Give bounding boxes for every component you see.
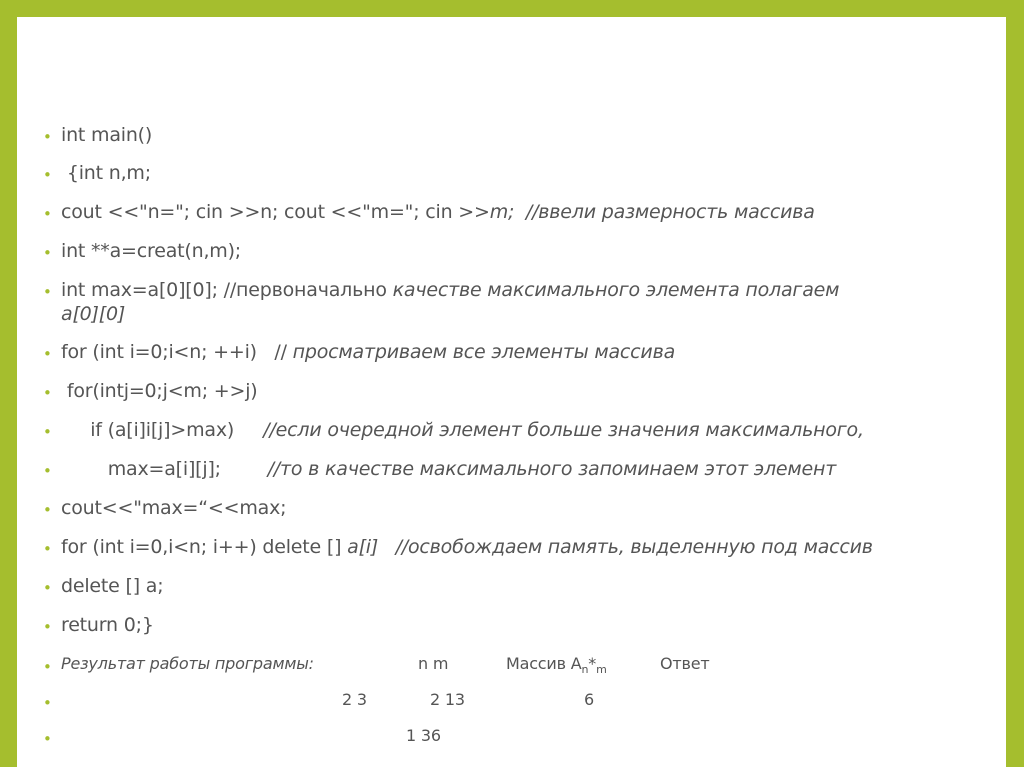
comment-text: просматриваем все элементы массива [292,341,676,363]
code-text: int **a=creat(n,m); [61,240,242,262]
code-line-6 [17,341,676,371]
code-line-10 [17,497,287,527]
bullet-icon: • [43,423,52,441]
bullet-icon: • [43,205,52,223]
result-header-row [17,654,1006,684]
code-text: for(intj=0;j<m; +>j) [61,380,258,402]
result-row-1 [17,690,1006,720]
row2-array: 1 36 [406,726,441,745]
code-text: int max=a[0][0]; //первоначально [61,279,393,301]
result-label: Результат работы программы: [61,654,314,673]
array-star: * [588,654,597,673]
bullet-icon: • [43,540,52,558]
code-text: if (a[i]i[j]>max) [61,419,264,441]
code-text: max=a[i][j]; [61,458,268,480]
code-line-7 [17,380,258,410]
result-row-2 [17,726,1006,756]
code-text: return 0;} [61,614,154,636]
bullet-icon: • [43,618,52,636]
array-sub-m: m [596,663,607,676]
code-line-2 [17,162,151,192]
result-col-array [506,654,607,676]
code-text: cout <<"n="; cin >>n; cout <<"m="; cin >> [61,201,490,223]
row1-array: 2 13 [430,690,465,709]
code-text: int main() [61,124,153,146]
bullet-icon: • [43,244,52,262]
bullet-icon: • [43,579,52,597]
array-label: Массив A [506,654,582,673]
bullet-icon: • [43,384,52,402]
result-col-nm: n m [418,654,449,673]
comment-text: качестве максимального элемента полагаем [392,279,840,301]
bullet-icon: • [43,283,52,301]
comment-text: m; //ввели размерность массива [489,201,815,223]
bullet-icon: • [43,128,52,146]
row1-nm: 2 3 [342,690,367,709]
row1-answer: 6 [584,690,594,709]
code-text: {int n,m; [61,162,151,184]
comment-text: //если очередной элемент больше значения максимального, [263,419,864,441]
comment-text: a[0][0] [61,303,126,325]
code-line-13 [17,614,154,644]
code-text: delete [] a; [61,575,164,597]
code-text: cout<<"max=“<<max; [61,497,287,519]
bullet-icon: • [43,658,52,676]
bullet-icon: • [43,166,52,184]
code-line-12 [17,575,164,605]
slide [17,17,1006,767]
code-line-9 [17,458,837,488]
bullet-icon: • [43,730,52,748]
comment-text: a[i] //освобождаем память, выделенную под массив [347,536,873,558]
comment-text: //то в качестве максимального запоминаем этот элемент [267,458,837,480]
code-text: for (int i=0;i<n; ++i) // [61,341,293,363]
bullet-icon: • [43,501,52,519]
code-line-4 [17,240,242,270]
code-text: for (int i=0,i<n; i++) delete [] [61,536,348,558]
array-sub-n: n [581,663,589,676]
code-line-1 [17,124,153,154]
bullet-icon: • [43,345,52,363]
code-line-5-continuation [17,303,126,333]
bullet-icon: • [43,462,52,480]
result-col-answer: Ответ [660,654,710,673]
code-line-3 [17,201,815,231]
code-line-8 [17,419,864,449]
code-line-11 [17,536,873,566]
bullet-icon: • [43,694,52,712]
